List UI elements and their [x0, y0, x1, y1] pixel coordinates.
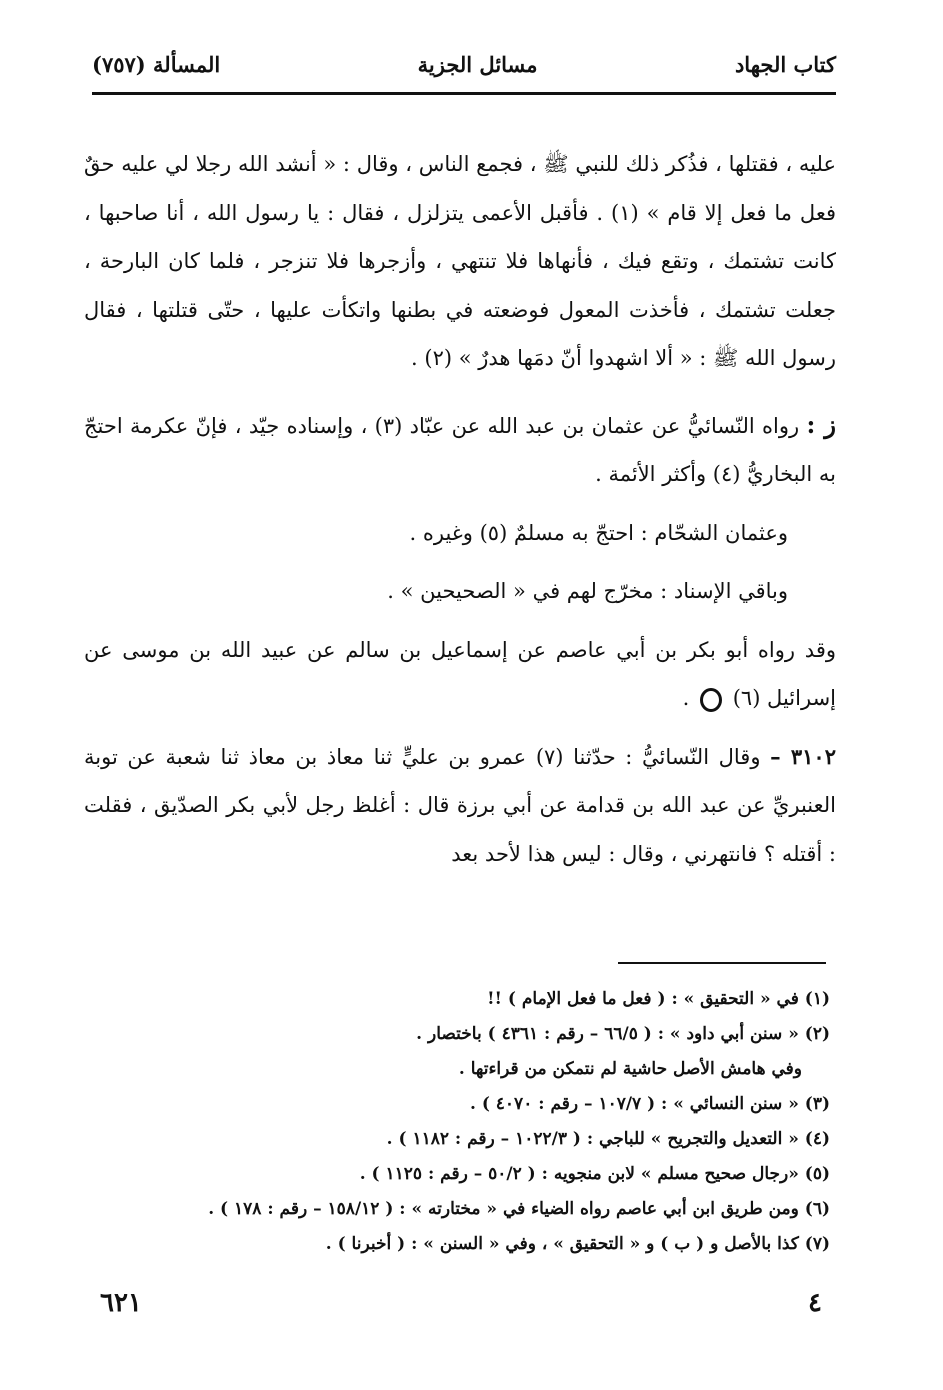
- alt-chain-text: وقد رواه أبو بكر بن أبي عاصم عن إسماعيل بن سالم عن عبيد الله بن موسى عن إسرائيل (٦): [84, 637, 836, 710]
- commentary-text: رواه النّسائيُّ عن عثمان بن عبد الله عن عبّاد (٣) ، وإسناده جيّد ، فإنّ عكرمة احتجّ به البخاريُّ (٤) وأكثر الأئمة .: [84, 413, 836, 486]
- footnotes: [90, 982, 830, 1262]
- footnote-1: (١) في « التحقيق » : ( فعل ما فعل الإمام ) !!: [487, 989, 830, 1009]
- paragraph-narrator-note: وعثمان الشحّام : احتجّ به مسلمٌ (٥) وغيره .: [409, 520, 788, 545]
- footnote-7: (٧) كذا بالأصل و ( ب ) و « التحقيق » ، وفي « السنن » : ( أخبرنا ) .: [325, 1234, 830, 1254]
- footnote-2: (٢) « سنن أبي داود » : ( ٦٦/٥ – رقم : ٤٣٦١ ) باختصار .: [416, 1024, 830, 1044]
- main-text: [84, 140, 836, 878]
- footnote-2-continuation: وفي هامش الأصل حاشية لم نتمكن من قراءتها .: [458, 1059, 802, 1079]
- paragraph-alt-chain: [84, 626, 836, 723]
- footnote-rule: [618, 962, 826, 964]
- footnote-3: (٣) « سنن النسائي » : ( ١٠٧/٧ – رقم : ٤٠٧٠ ) .: [469, 1094, 830, 1114]
- hadith-number: ٣١٠٢ –: [770, 743, 836, 769]
- footnote-4: (٤) « التعديل والتجريح » للباجي : ( ١٠٢٢/٣ – رقم : ١١٨٢ ) .: [386, 1129, 830, 1149]
- commentary-marker: ز :: [806, 409, 836, 439]
- paragraph-hadith-3102: [84, 733, 836, 879]
- paragraph-commentary: [84, 401, 836, 499]
- page-footer: [100, 1288, 822, 1318]
- volume-number: ٤: [808, 1288, 822, 1318]
- paragraph-hadith-text: عليه ، فقتلها ، فذُكر ذلك للنبي ﷺ ، فجمع الناس ، وقال : « أنشد الله رجلا لي عليه حقٌ فعل ما فعل إلا قام » (١) . فأقبل الأعمى يتزلزل ، فقال : يا رسول الله ، أنا صاحبها ، كانت تشتمك ، وتقع فيك ، فأنهاها فلا تنتهي ، وأزجرها فلا تنزجر ، فلما كان البارحة ، جعلت تشتمك ، فأخذت المعول فوضعته في بطنها واتكأت عليها ، حتّى قتلتها ، فقال رسول الله ﷺ : « ألا اشهدوا أنّ دمَها هدرٌ » (٢) .: [84, 152, 836, 370]
- header-rule: [92, 92, 836, 95]
- footnote-6: (٦) ومن طريق ابن أبي عاصم رواه الضياء في « مختارته » : ( ١٥٨/١٢ – رقم : ١٧٨ ) .: [208, 1199, 830, 1219]
- page-number: ٦٢١: [100, 1288, 142, 1318]
- header-book-title: كتاب الجهاد: [734, 51, 836, 77]
- footnote-5: (٥) «رجال صحيح مسلم » لابن منجويه : ( ٥٠/٢ – رقم : ١١٢٥ ) .: [359, 1164, 830, 1184]
- header-issue-number: المسألة (٧٥٧): [92, 51, 221, 77]
- running-header: [92, 44, 836, 84]
- paragraph-isnad-note: وباقي الإسناد : مخرّج لهم في « الصحيحين » .: [387, 579, 788, 603]
- end-circle-icon: [700, 688, 722, 712]
- hadith-3102-text: وقال النّسائيُّ : حدّثنا (٧) عمرو بن عليٍّ ثنا معاذ بن معاذ ثنا شعبة عن توبة العنبريِّ عن عبد الله بن قدامة عن أبي برزة قال : أغلظ رجل لأبي بكر الصدّيق ، فقلت : أقتله ؟ فانتهرني ، وقال : ليس هذا لأحد بعد: [84, 744, 836, 866]
- header-chapter-title: مسائل الجزية: [417, 51, 538, 77]
- alt-chain-end: .: [682, 686, 690, 710]
